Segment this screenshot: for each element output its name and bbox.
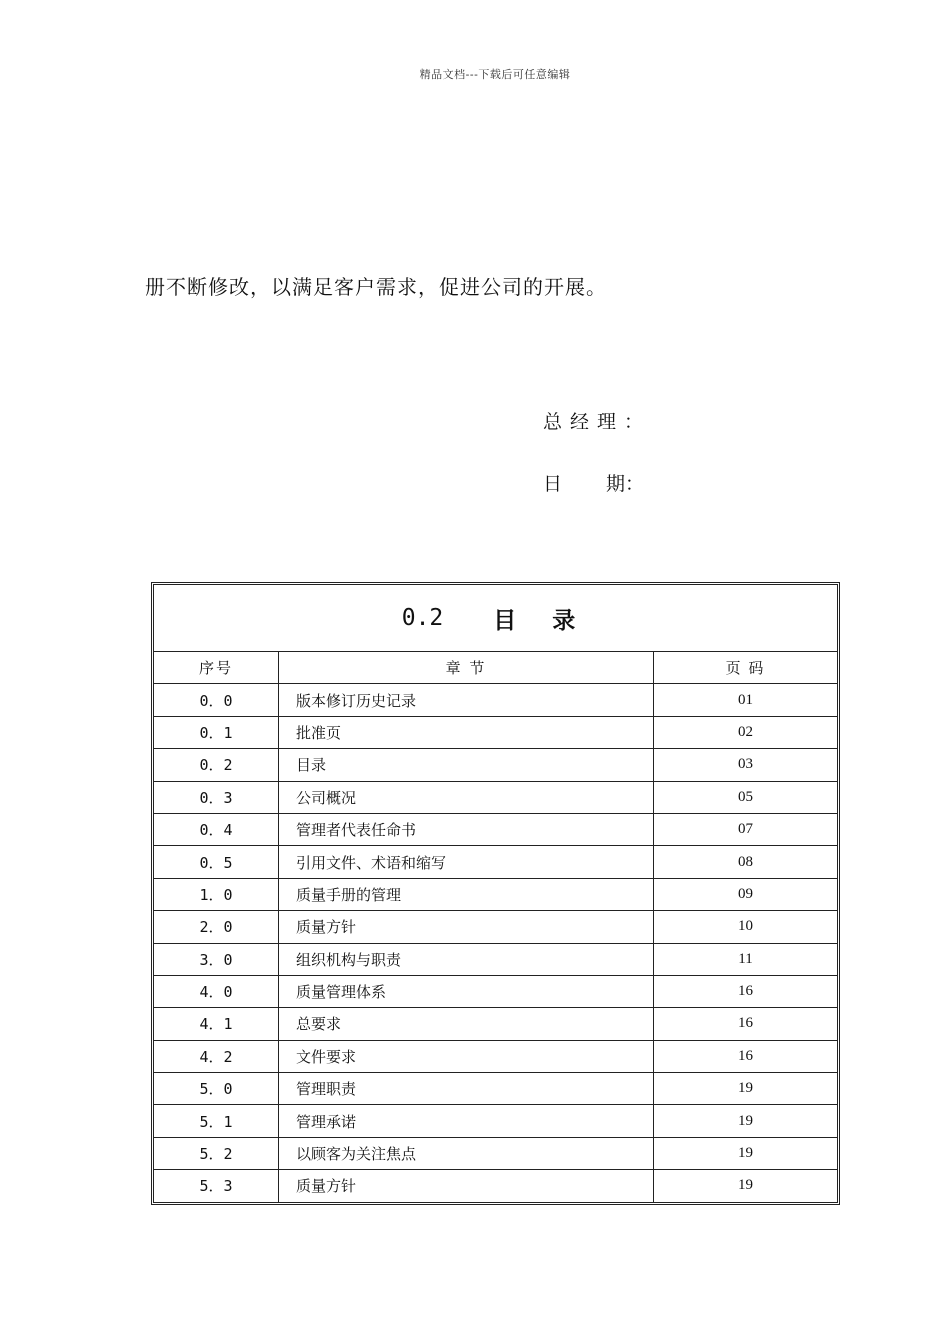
table-row: [154, 878, 837, 910]
toc-row-page: 10: [654, 911, 838, 943]
toc-row-page: 19: [654, 1170, 838, 1202]
toc-row-seq: 5．3: [154, 1170, 279, 1202]
page-header-note: 精品文档---下载后可任意编辑: [419, 68, 571, 81]
toc-title: 目 录: [493, 606, 590, 634]
toc-row-page: 16: [654, 975, 838, 1007]
toc-row-page: 02: [654, 716, 838, 748]
toc-row-chapter: 引用文件、术语和缩写: [279, 846, 654, 878]
toc-row-seq: 1．0: [154, 878, 279, 910]
toc-row-chapter: 文件要求: [279, 1040, 654, 1072]
toc-row-chapter: 批准页: [279, 716, 654, 748]
table-row: [154, 1040, 837, 1072]
toc-row-seq: 5．2: [154, 1137, 279, 1169]
table-row: [154, 813, 837, 845]
table-of-contents: [151, 582, 840, 1205]
toc-row-page: 05: [654, 781, 838, 813]
toc-row-page: 11: [654, 943, 838, 975]
table-row: [154, 911, 837, 943]
toc-row-page: 01: [654, 684, 838, 716]
col-header-chapter: 章 节: [279, 652, 654, 684]
toc-row-chapter: 管理承诺: [279, 1105, 654, 1137]
toc-row-seq: 2．0: [154, 911, 279, 943]
toc-row-seq: 0．0: [154, 684, 279, 716]
toc-row-seq: 0．5: [154, 846, 279, 878]
toc-header-row: [154, 652, 837, 684]
toc-row-seq: 4．1: [154, 1008, 279, 1040]
toc-row-page: 07: [654, 813, 838, 845]
date-label: [543, 469, 683, 496]
toc-row-page: 08: [654, 846, 838, 878]
table-row: [154, 1073, 837, 1105]
toc-row-page: 09: [654, 878, 838, 910]
toc-row-chapter: 管理者代表任命书: [279, 813, 654, 845]
toc-row-seq: 5．0: [154, 1073, 279, 1105]
table-row: [154, 846, 837, 878]
toc-row-chapter: 质量管理体系: [279, 975, 654, 1007]
table-row: [154, 1137, 837, 1169]
toc-row-seq: 0．2: [154, 749, 279, 781]
table-row: [154, 943, 837, 975]
toc-row-page: 03: [654, 749, 838, 781]
toc-row-chapter: 公司概况: [279, 781, 654, 813]
toc-row-chapter: 目录: [279, 749, 654, 781]
toc-row-seq: 0．3: [154, 781, 279, 813]
toc-title-row: [154, 585, 837, 652]
toc-row-page: 16: [654, 1040, 838, 1072]
table-row: [154, 1008, 837, 1040]
table-row: [154, 1105, 837, 1137]
toc-row-page: 19: [654, 1137, 838, 1169]
toc-table: [154, 652, 837, 1202]
toc-row-chapter: 组织机构与职责: [279, 943, 654, 975]
table-row: [154, 975, 837, 1007]
body-paragraph: 册不断修改，以满足客户需求，促进公司的开展。: [145, 275, 607, 299]
toc-row-chapter: 以顾客为关注焦点: [279, 1137, 654, 1169]
toc-row-page: 16: [654, 1008, 838, 1040]
toc-row-seq: 4．0: [154, 975, 279, 1007]
toc-row-chapter: 总要求: [279, 1008, 654, 1040]
toc-row-chapter: 质量手册的管理: [279, 878, 654, 910]
table-row: [154, 749, 837, 781]
table-row: [154, 781, 837, 813]
col-header-seq: 序号: [154, 652, 279, 684]
date-label-part1: 日: [543, 473, 563, 495]
table-row: [154, 684, 837, 716]
toc-row-chapter: 版本修订历史记录: [279, 684, 654, 716]
date-label-part2: 期：: [606, 473, 645, 495]
table-row: [154, 1170, 837, 1202]
toc-row-seq: 0．1: [154, 716, 279, 748]
toc-row-seq: 3．0: [154, 943, 279, 975]
toc-row-chapter: 质量方针: [279, 911, 654, 943]
table-row: [154, 716, 837, 748]
toc-row-seq: 0．4: [154, 813, 279, 845]
toc-row-seq: 5．1: [154, 1105, 279, 1137]
toc-number: 0.2: [401, 605, 444, 631]
toc-row-page: 19: [654, 1073, 838, 1105]
col-header-page: 页 码: [654, 652, 838, 684]
toc-row-page: 19: [654, 1105, 838, 1137]
general-manager-label: 总经理：: [543, 411, 652, 433]
toc-row-chapter: 质量方针: [279, 1170, 654, 1202]
toc-row-chapter: 管理职责: [279, 1073, 654, 1105]
toc-row-seq: 4．2: [154, 1040, 279, 1072]
